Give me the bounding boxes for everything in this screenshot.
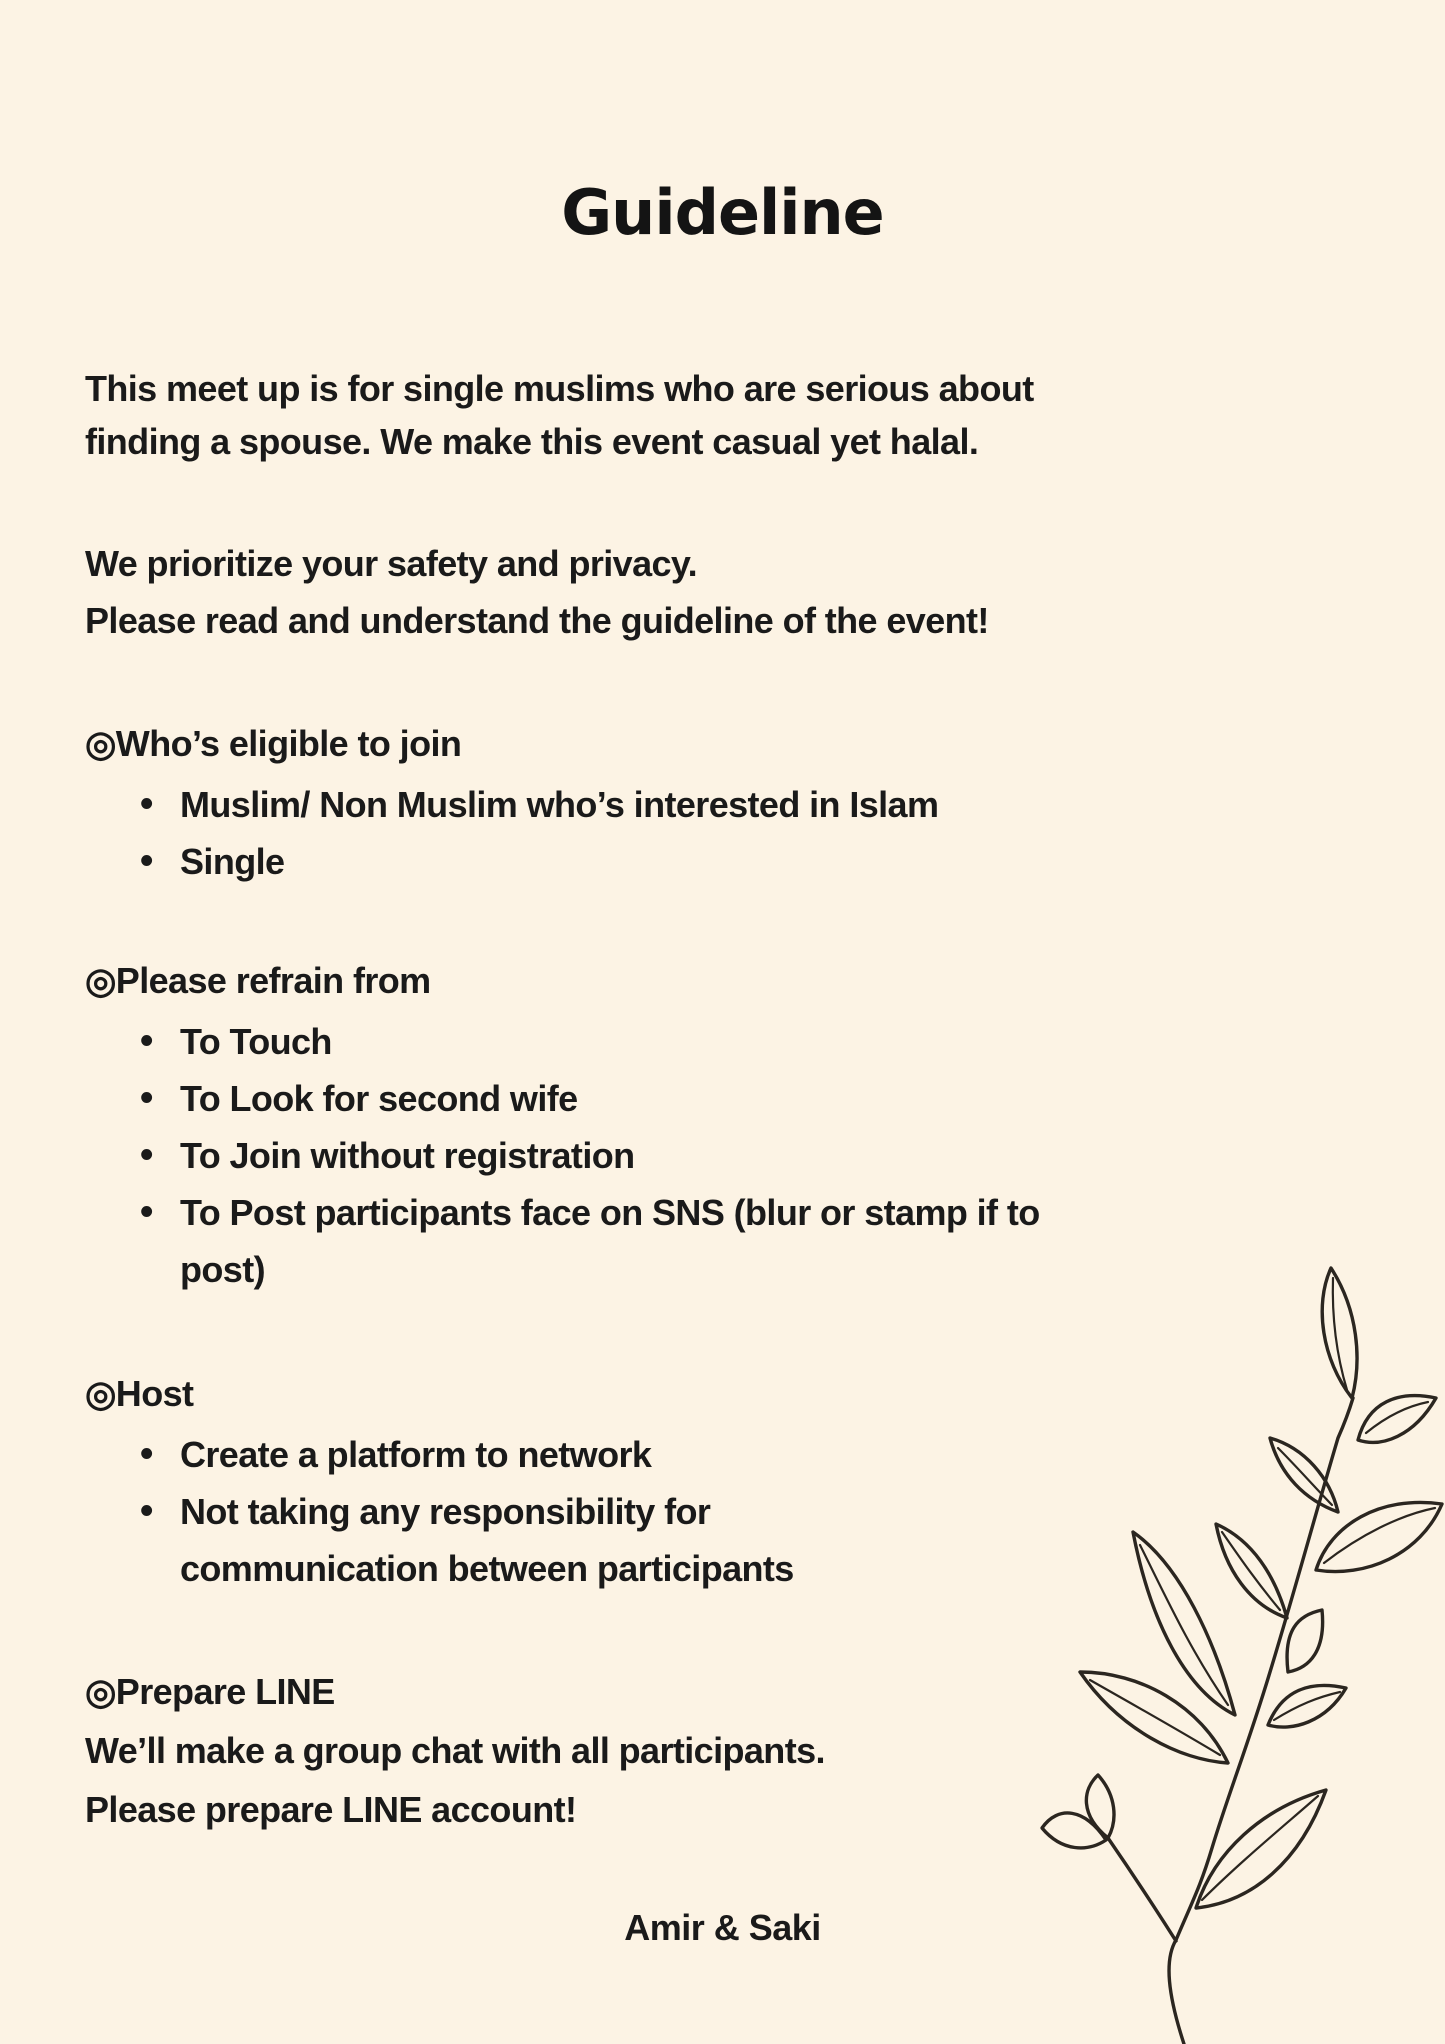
leaf-vein	[1090, 1680, 1220, 1755]
footer-signature: Amir & Saki	[624, 1907, 821, 1948]
section-host-heading: ◎Host	[85, 1373, 194, 1414]
leaf-vein	[1202, 1796, 1318, 1900]
leaf-shape	[1042, 1813, 1106, 1848]
list-item	[85, 1426, 794, 1483]
leaf-shape	[1268, 1685, 1346, 1727]
list-item-text: To Look for second wife	[180, 1078, 578, 1119]
safety-line-2: Please read and understand the guideline of the event!	[85, 600, 989, 641]
list-item	[85, 1013, 1040, 1070]
section-refrain-heading: ◎Please refrain from	[85, 960, 431, 1001]
list-item	[85, 1184, 1040, 1298]
page-title: Guideline	[561, 176, 884, 249]
prepare-line-text-2: Please prepare LINE account!	[85, 1789, 577, 1830]
section-prepare-line	[85, 1662, 825, 1839]
list-item	[85, 1127, 1040, 1184]
intro-paragraph	[85, 362, 1034, 468]
list-item-text: To Post participants face on SNS (blur or stamp if to	[180, 1192, 1040, 1233]
leaf-vein	[1222, 1532, 1280, 1610]
leaf-vein	[1278, 1448, 1332, 1505]
list-item	[85, 776, 938, 833]
leaf-shape	[1196, 1790, 1326, 1908]
leaf-shape	[1080, 1672, 1228, 1763]
leaf-vein	[1324, 1508, 1435, 1563]
leaf-shape	[1216, 1524, 1287, 1618]
leaf-shape	[1133, 1532, 1235, 1715]
section-prepare-line-heading: ◎Prepare LINE	[85, 1671, 335, 1712]
host-list	[85, 1426, 794, 1597]
leaf-shape	[1322, 1268, 1357, 1398]
eligible-list	[85, 776, 938, 890]
safety-line-1: We prioritize your safety and privacy.	[85, 543, 698, 584]
list-item	[85, 833, 938, 890]
leaf-shape	[1270, 1438, 1338, 1512]
list-item-text: post)	[180, 1249, 265, 1290]
section-eligible-heading: ◎Who’s eligible to join	[85, 723, 462, 764]
list-item-text: To Touch	[180, 1021, 332, 1062]
leaf-shape	[1287, 1610, 1323, 1672]
list-item	[85, 1070, 1040, 1127]
refrain-list	[85, 1013, 1040, 1298]
list-item-text: To Join without registration	[180, 1135, 635, 1176]
list-item-text: Single	[180, 841, 285, 882]
section-eligible	[85, 715, 938, 890]
leaf-vein	[1366, 1402, 1428, 1433]
leaf-shape	[1316, 1502, 1442, 1571]
list-item-text: communication between participants	[180, 1548, 794, 1589]
list-item-text: Not taking any responsibility for	[180, 1491, 711, 1532]
leaf-vein	[1333, 1278, 1347, 1390]
leaf-vein	[1274, 1692, 1340, 1720]
prepare-line-text-1: We’ll make a group chat with all participants.	[85, 1730, 825, 1771]
leaf-vein	[1140, 1545, 1228, 1705]
leaf-shape	[1086, 1775, 1114, 1838]
leaf-shape	[1358, 1396, 1436, 1443]
list-item-text: Muslim/ Non Muslim who’s interested in Islam	[180, 784, 939, 825]
section-host	[85, 1365, 794, 1597]
intro-line-1: This meet up is for single muslims who are serious about	[85, 368, 1034, 409]
list-item	[85, 1483, 794, 1597]
intro-line-2: finding a spouse. We make this event casual yet halal.	[85, 421, 979, 462]
section-refrain	[85, 952, 1040, 1298]
safety-paragraph	[85, 535, 989, 649]
list-item-text: Create a platform to network	[180, 1434, 652, 1475]
